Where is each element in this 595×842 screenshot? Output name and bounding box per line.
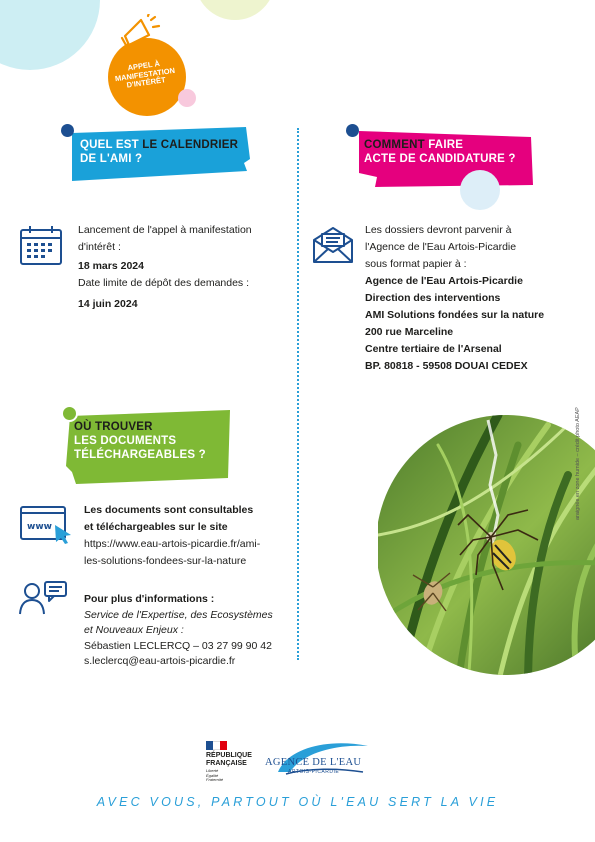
rf-motto-1: Liberté [206,768,219,773]
apply-address-5: Centre tertiaire de l'Arsenal [365,343,502,355]
apply-tag-dot [346,124,359,137]
calendar-heading [80,138,238,166]
apply-line-1: Les dossiers devront parvenir à [365,224,512,236]
contact-email[interactable]: s.leclercq@eau-artois-picardie.fr [84,655,236,667]
spider-photo [378,415,595,685]
decor-circle-yellow [195,0,275,20]
documents-url-2[interactable]: les-solutions-fondees-sur-la-nature [84,555,247,567]
calendar-heading-c: DE L'AMI ? [80,153,143,165]
web-browser-icon [19,505,75,545]
megaphone-icon [119,14,163,54]
badge-label: APPEL À MANIFESTATION D'INTÉRÊT [114,58,176,90]
contact-service-1: Service de l'Expertise, des Ecosystèmes [84,608,273,621]
calendar-icon [19,224,63,266]
flag-icon [206,741,227,750]
apply-heading-a: COMMENT [364,139,429,151]
decor-circle-teal [0,0,100,70]
deadline-date: 14 juin 2024 [78,298,138,310]
contact-service-2: et Nouveaux Enjeux : [84,624,184,636]
documents-heading-b: LES DOCUMENTS [74,435,177,447]
rf-motto-2: Égalité [206,772,219,778]
documents-heading-a: OÙ TROUVER [74,421,153,433]
apply-address-1: Agence de l'Eau Artois-Picardie [365,275,523,287]
apply-decor-circle [460,170,500,210]
apply-line-2: l'Agence de l'Eau Artois-Picardie [365,241,517,253]
launch-date: 18 mars 2024 [78,260,144,272]
apply-heading-c: ACTE DE CANDIDATURE ? [364,153,516,165]
documents-heading [74,420,206,462]
apply-address-4: 200 rue Marceline [365,326,454,338]
calendar-heading-b: LE CALENDRIER [142,139,239,151]
apply-address-2: Direction des interventions [365,292,501,304]
badge-dot-pink [178,89,196,107]
documents-heading-c: TÉLÉCHARGEABLES ? [74,449,206,461]
envelope-icon [312,226,354,264]
column-divider [297,128,299,660]
apply-line-3: sous format papier à : [365,258,467,270]
launch-label-2: d'intérêt : [78,241,121,253]
documents-line-1: Les documents sont consultables [84,504,254,516]
apply-heading-b: FAIRE [428,139,464,151]
contact-details [84,592,299,670]
apply-address-3: AMI Solutions fondées sur la nature [365,309,545,321]
rf-line-2: FRANÇAISE [206,760,247,767]
launch-label: Lancement de l'appel à manifestation [78,224,252,236]
documents-details [84,502,294,570]
calendar-heading-a: QUEL EST [80,139,143,151]
agence-region: ARTOIS-PICARDIE [288,769,340,775]
footer-tagline: AVEC VOUS, PARTOUT OÙ L'EAU SERT LA VIE [96,795,499,809]
documents-line-2: et téléchargeables sur le site [84,521,228,533]
contact-person: Sébastien LECLERCQ – 03 27 99 90 42 [84,639,272,652]
agence-name: AGENCE DE L'EAU [265,757,362,768]
rf-line-1: RÉPUBLIQUE [206,752,252,759]
documents-url-1[interactable]: https://www.eau-artois-picardie.fr/ami- [84,538,261,550]
www-label: www [27,522,52,532]
rf-motto-3: Fraternité [206,777,224,782]
calendar-details [78,222,288,313]
deadline-label: Date limite de dépôt des demandes : [78,277,250,289]
photo-credit: araignée en zone humide – crédit photo AEAP [575,407,581,520]
calendar-tag-dot [61,124,74,137]
contact-heading: Pour plus d'informations : [84,593,215,605]
contact-person-icon [19,580,69,616]
apply-heading [364,138,516,166]
apply-address-6: BP. 80818 - 59508 DOUAI CEDEX [365,360,528,372]
apply-details [365,222,590,375]
